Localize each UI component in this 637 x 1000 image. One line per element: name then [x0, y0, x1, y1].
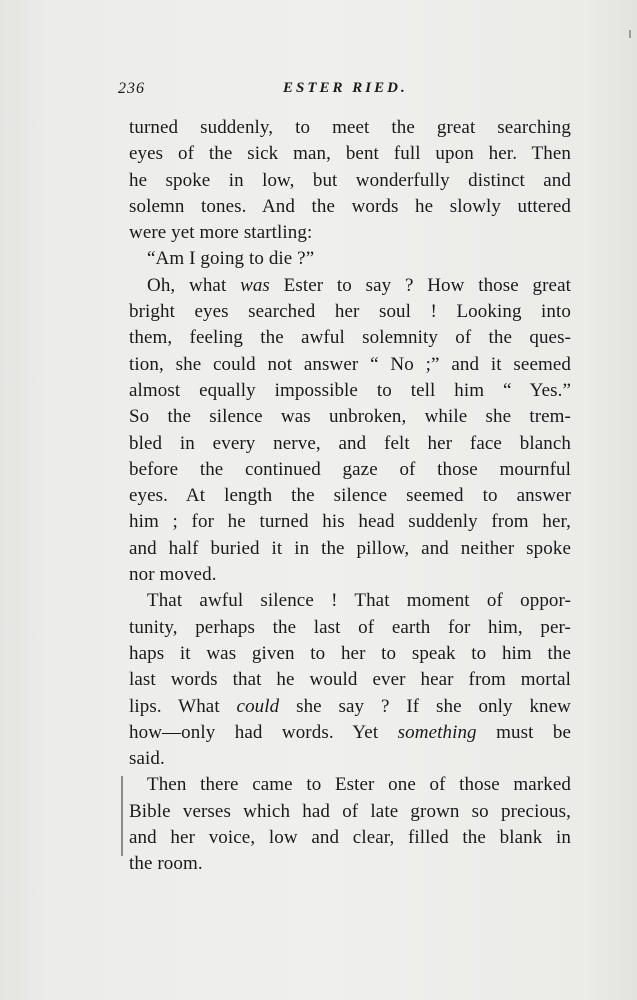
running-head — [118, 80, 538, 102]
italic-word: was — [240, 274, 270, 296]
text-span: Oh, what — [147, 274, 241, 296]
text-line: “Am I going to die ?” — [147, 248, 315, 270]
text-line: turned suddenly, to meet the great searching — [129, 117, 571, 138]
text-line: and her voice, low and clear, filled the blank in — [129, 827, 571, 849]
text-line: said. — [129, 748, 165, 770]
text-line: bled in every nerve, and felt her face blanch — [129, 432, 571, 454]
page-body — [129, 115, 571, 878]
text-line: solemn tones. And the words he slowly uttered — [129, 195, 571, 217]
text-line: were yet more startling: — [129, 222, 313, 244]
running-title: ESTER RIED. — [283, 80, 408, 96]
text-span: lips. What — [129, 695, 237, 717]
text-line: nor moved. — [129, 564, 217, 586]
page-number: 236 — [118, 80, 145, 97]
italic-word: something — [397, 721, 477, 743]
text-line: he spoke in low, but wonderfully distinct and — [129, 169, 571, 191]
text-line: him ; for he turned his head suddenly from her, — [129, 511, 571, 533]
text-line: haps it was given to her to speak to him the — [129, 642, 571, 664]
text-span: how—only had words. Yet — [129, 721, 398, 743]
text-line: eyes. At length the silence seemed to answer — [129, 485, 571, 507]
text-line: them, feeling the awful solemnity of the ques- — [129, 327, 571, 349]
text-line: the room. — [129, 853, 203, 875]
page-edge-mark — [629, 30, 631, 38]
text-line: and half buried it in the pillow, and neither spoke — [129, 537, 571, 559]
text-line — [129, 720, 571, 746]
text-line: before the continued gaze of those mournful — [129, 458, 571, 480]
text-span: she say ? If she only knew — [279, 695, 571, 717]
text-line: bright eyes searched her soul ! Looking into — [129, 301, 571, 323]
text-line — [129, 273, 571, 299]
text-line: Then there came to Ester one of those marked — [147, 774, 571, 796]
text-line: Bible verses which had of late grown so precious, — [129, 800, 571, 822]
text-line: That awful silence ! That moment of oppor- — [147, 590, 571, 612]
text-line: almost equally impossible to tell him “ Yes.” — [129, 379, 571, 401]
text-line — [129, 694, 571, 720]
text-line: So the silence was unbroken, while she trem- — [129, 406, 571, 428]
italic-word: could — [236, 695, 280, 717]
margin-pencil-mark — [121, 776, 123, 856]
text-span: must be — [476, 721, 572, 743]
text-line: last words that he would ever hear from mortal — [129, 669, 571, 691]
text-line: eyes of the sick man, bent full upon her. Then — [129, 143, 571, 165]
text-span: Ester to say ? How those great — [269, 274, 571, 296]
text-line: tion, she could not answer “ No ;” and it seemed — [129, 353, 571, 375]
text-line: tunity, perhaps the last of earth for him, per- — [129, 616, 571, 638]
